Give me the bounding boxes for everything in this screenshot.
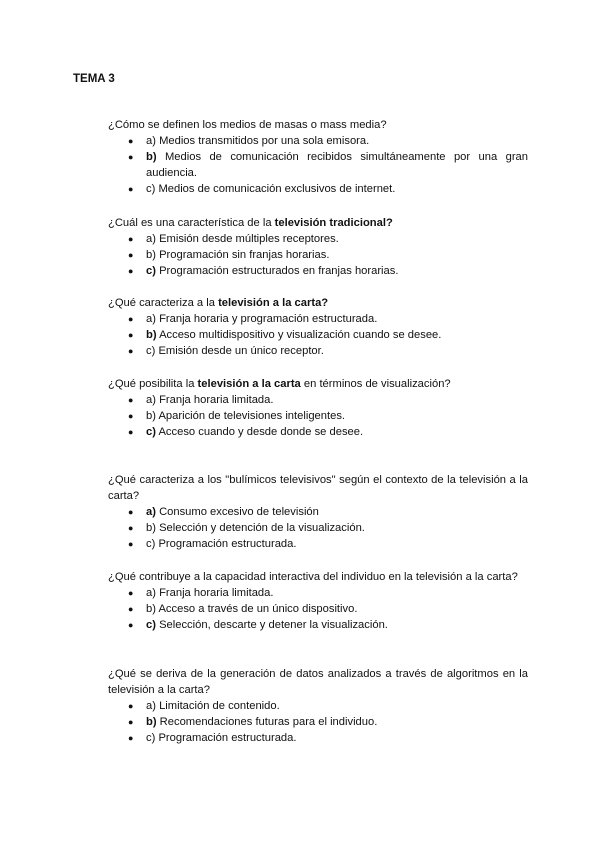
question-text-part: ¿Qué se deriva de la generación de datos analizados a través de algoritmos en la televisión a la carta?	[108, 668, 528, 696]
option-item	[108, 504, 528, 520]
option-text: Recomendaciones futuras para el individuo.	[159, 716, 378, 728]
bullet-icon: ●	[128, 427, 134, 437]
option-item	[108, 343, 528, 359]
bullet-icon: ●	[128, 346, 134, 356]
option-text: Acceso multidispositivo y visualización cuando se desee.	[159, 329, 442, 341]
bullet-icon: ●	[128, 604, 134, 614]
bullet-icon: ●	[128, 588, 134, 598]
option-letter: c)	[146, 183, 156, 195]
bullet-icon: ●	[128, 266, 134, 276]
question-text-part: ¿Qué caracteriza a los "bulímicos televisivos" según el contexto de la televisión a la carta?	[108, 474, 528, 502]
option-text: Franja horaria limitada.	[159, 394, 274, 406]
option-item	[108, 617, 528, 633]
option-item	[108, 231, 528, 247]
question-block	[108, 472, 528, 552]
option-list	[108, 311, 528, 359]
option-list	[108, 133, 528, 197]
question-block	[108, 376, 528, 440]
question-emphasis: televisión a la carta?	[218, 297, 329, 309]
option-text: Franja horaria y programación estructurada.	[159, 313, 378, 325]
option-text: Selección y detención de la visualización.	[159, 522, 365, 534]
option-text: Emisión desde múltiples receptores.	[159, 233, 339, 245]
option-item	[108, 263, 528, 279]
option-item	[108, 327, 528, 343]
bullet-icon: ●	[128, 234, 134, 244]
option-text: Franja horaria limitada.	[159, 587, 274, 599]
option-list	[108, 504, 528, 552]
option-item	[108, 311, 528, 327]
question-text-part: ¿Qué contribuye a la capacidad interactiva del individuo en la televisión a la carta?	[108, 571, 518, 583]
option-item	[108, 181, 528, 197]
bullet-icon: ●	[128, 250, 134, 260]
option-text: Limitación de contenido.	[159, 700, 280, 712]
option-letter: c)	[146, 345, 156, 357]
question-text	[108, 295, 528, 311]
option-item	[108, 424, 528, 440]
option-letter: b)	[146, 522, 156, 534]
option-item	[108, 247, 528, 263]
option-text: Medios de comunicación recibidos simultáneamente por una gran audiencia.	[146, 151, 528, 179]
option-letter: a)	[146, 506, 156, 518]
bullet-icon: ●	[128, 395, 134, 405]
option-letter: a)	[146, 233, 156, 245]
option-letter: a)	[146, 313, 156, 325]
bullet-icon: ●	[128, 523, 134, 533]
option-text: Acceso cuando y desde donde se desee.	[158, 426, 364, 438]
question-text-part: en términos de visualización?	[300, 378, 451, 390]
option-list	[108, 392, 528, 440]
option-item	[108, 149, 528, 181]
option-letter: b)	[146, 603, 156, 615]
option-item	[108, 133, 528, 149]
question-text-part: ¿Qué posibilita la	[108, 378, 198, 390]
option-text: Consumo excesivo de televisión	[159, 506, 319, 518]
option-list	[108, 231, 528, 279]
bullet-icon: ●	[128, 701, 134, 711]
option-letter: c)	[146, 265, 156, 277]
option-item	[108, 585, 528, 601]
option-item	[108, 714, 528, 730]
bullet-icon: ●	[128, 507, 134, 517]
bullet-icon: ●	[128, 184, 134, 194]
option-text: Programación estructurada.	[158, 732, 297, 744]
option-letter: b)	[146, 716, 157, 728]
bullet-icon: ●	[128, 539, 134, 549]
question-block	[108, 295, 528, 359]
option-item	[108, 698, 528, 714]
bullet-icon: ●	[128, 136, 134, 146]
question-text-part: ¿Cómo se definen los medios de masas o mass media?	[108, 119, 387, 131]
bullet-icon: ●	[128, 717, 134, 727]
question-block	[108, 569, 528, 633]
question-text	[108, 666, 528, 698]
option-letter: b)	[146, 151, 157, 163]
question-text-part: ¿Cuál es una característica de la	[108, 217, 275, 229]
option-text: Programación estructurada.	[158, 538, 297, 550]
option-text: Emisión desde un único receptor.	[158, 345, 324, 357]
option-letter: a)	[146, 587, 156, 599]
option-item	[108, 520, 528, 536]
option-letter: b)	[146, 249, 156, 261]
question-emphasis: televisión tradicional?	[274, 217, 393, 229]
option-letter: b)	[146, 410, 156, 422]
option-letter: a)	[146, 135, 156, 147]
bullet-icon: ●	[128, 330, 134, 340]
option-list	[108, 698, 528, 746]
option-letter: c)	[146, 426, 156, 438]
option-letter: c)	[146, 732, 156, 744]
option-text: Programación estructurados en franjas horarias.	[159, 265, 399, 277]
bullet-icon: ●	[128, 314, 134, 324]
option-list	[108, 585, 528, 633]
option-text: Acceso a través de un único dispositivo.	[158, 603, 358, 615]
bullet-icon: ●	[128, 411, 134, 421]
option-text: Medios de comunicación exclusivos de internet.	[158, 183, 396, 195]
option-letter: c)	[146, 538, 156, 550]
page-title: TEMA 3	[73, 73, 115, 85]
option-item	[108, 730, 528, 746]
option-item	[108, 601, 528, 617]
question-text	[108, 569, 528, 585]
question-text	[108, 215, 528, 231]
option-letter: b)	[146, 329, 157, 341]
option-item	[108, 392, 528, 408]
bullet-icon: ●	[128, 733, 134, 743]
question-text	[108, 117, 528, 133]
option-item	[108, 536, 528, 552]
question-block	[108, 117, 528, 197]
option-letter: c)	[146, 619, 156, 631]
bullet-icon: ●	[128, 152, 134, 162]
question-block	[108, 215, 528, 279]
bullet-icon: ●	[128, 620, 134, 630]
question-text	[108, 472, 528, 504]
option-item	[108, 408, 528, 424]
question-text-part: ¿Qué caracteriza a la	[108, 297, 219, 309]
option-letter: a)	[146, 700, 156, 712]
question-text	[108, 376, 528, 392]
option-text: Programación sin franjas horarias.	[159, 249, 330, 261]
question-block	[108, 666, 528, 746]
option-letter: a)	[146, 394, 156, 406]
option-text: Aparición de televisiones inteligentes.	[158, 410, 346, 422]
question-emphasis: televisión a la carta	[197, 378, 301, 390]
option-text: Medios transmitidos por una sola emisora.	[159, 135, 370, 147]
option-text: Selección, descarte y detener la visualización.	[159, 619, 388, 631]
